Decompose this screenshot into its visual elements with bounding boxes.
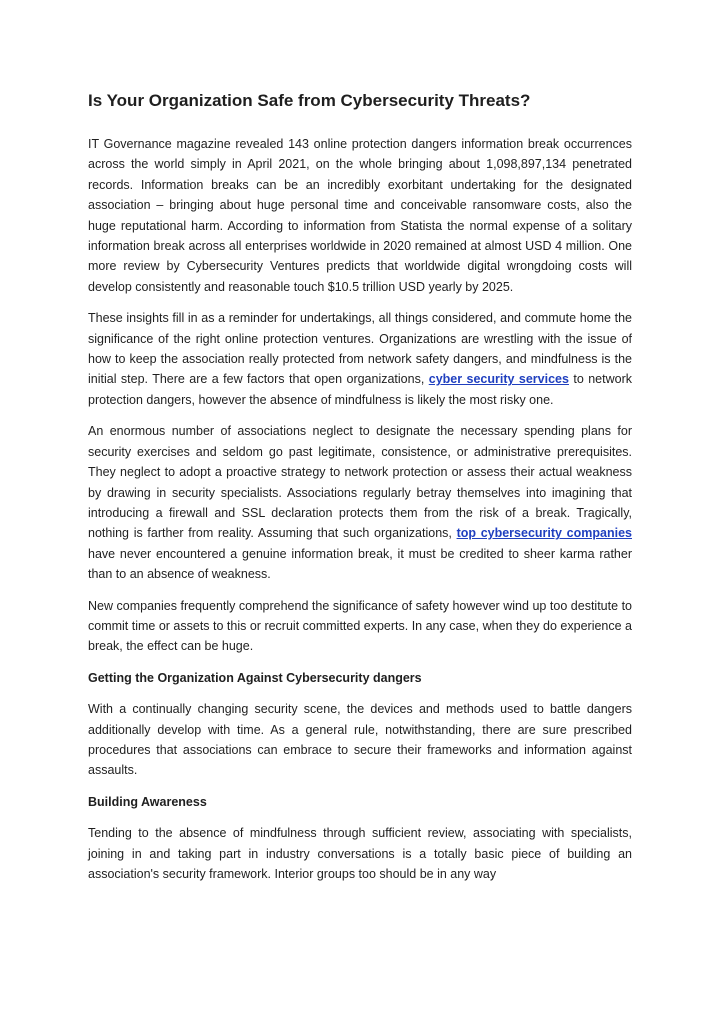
paragraph-3: [88, 421, 632, 584]
paragraph-2-text-b: to network protection dangers, however the absence of mindfulness is likely the most risky one.: [88, 372, 632, 407]
paragraph-1: IT Governance magazine revealed 143 online protection dangers information break occurrences across the world simply in April 2021, on the whole bringing about 1,098,897,134 penetrated records. Information breaks can be an incredibly exorbitant undertaking for the designated association – bringing about huge personal time and conceivable ransomware costs, also the huge reputational harm. According to information from Statista the normal expense of a solitary information break across all enterprises worldwide in 2020 remained at almost USD 4 million. One more review by Cybersecurity Ventures predicts that worldwide digital wrongdoing costs will develop consistently and reasonable touch $10.5 trillion USD yearly by 2025.: [88, 137, 632, 294]
paragraph-3-text-b: have never encountered a genuine information break, it must be credited to sheer karma rather than to an absence of weakness.: [88, 546, 632, 582]
paragraph-6: Tending to the absence of mindfulness through sufficient review, associating with specialists, joining in and taking part in industry conversations is a totally basic piece of building an association's security framework. Interior groups too should be in any way: [88, 826, 632, 881]
subheading-organization: Getting the Organization Against Cybersecurity dangers: [88, 670, 422, 685]
document-title: Is Your Organization Safe from Cybersecurity Threats?: [88, 91, 531, 110]
paragraph-3-text-a: An enormous number of associations neglect to designate the necessary spending plans for security exercises and seldom go past legitimate, consistence, or administrative prerequisites. They neglect to adopt a proactive strategy to network protection or assess their actual weakness by drawing in security specialists. Associations regularly betray themselves into imagining that introducing a firewall and SSL declaration protects them from the risk of a break. Tragically, nothing is farther from reality. Assuming that such organizations,: [88, 424, 632, 541]
subheading-building-awareness: Building Awareness: [88, 794, 207, 809]
paragraph-2: [88, 308, 632, 410]
paragraph-5: With a continually changing security scene, the devices and methods used to battle dangers additionally develop with time. As a general rule, notwithstanding, there are sure prescribed procedures that associations can embrace to secure their frameworks and information against assaults.: [88, 702, 632, 778]
cyber-security-services-link[interactable]: cyber security services: [428, 372, 569, 387]
top-cybersecurity-companies-link[interactable]: top cybersecurity companies: [456, 526, 632, 541]
paragraph-2-text-a: These insights fill in as a reminder for undertakings, all things considered, and commute home the significance of the right online protection ventures. Organizations are wrestling with the issue of how to keep the association really protected from network safety dangers, and mindfulness is the initial step. There are a few factors that open organizations,: [88, 311, 632, 387]
paragraph-4: New companies frequently comprehend the significance of safety however wind up too destitute to commit time or assets to this or recruit committed experts. In any case, when they do experience a break, the effect can be huge.: [88, 598, 632, 654]
